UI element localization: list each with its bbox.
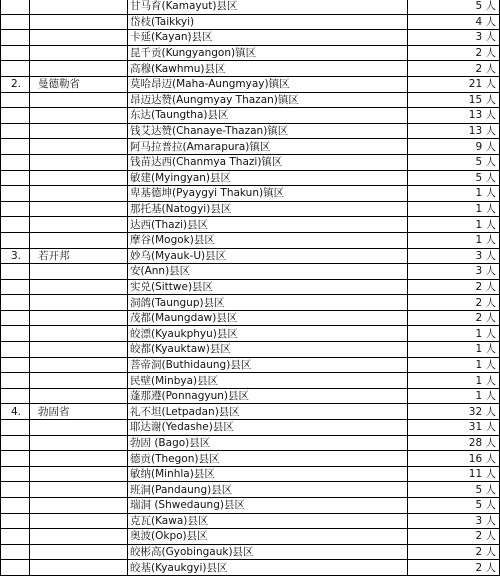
province-cell	[30, 451, 128, 467]
count-cell: 13 人	[408, 108, 500, 124]
count-cell: 11 人	[408, 466, 500, 482]
table-row	[1, 435, 500, 451]
row-number	[1, 498, 30, 514]
count-cell: 3 人	[408, 264, 500, 280]
table-row	[1, 170, 500, 186]
count-cell: 32 人	[408, 404, 500, 420]
district-cell: 礼不坦(Letpadan)县区	[128, 404, 408, 420]
table-body	[1, 0, 500, 575]
table-row	[1, 388, 500, 404]
province-cell	[30, 108, 128, 124]
count-cell: 28 人	[408, 435, 500, 451]
province-cell	[30, 232, 128, 248]
table-row	[1, 373, 500, 389]
district-cell: 甘马育(Kamayut)县区	[128, 0, 408, 14]
count-cell: 1 人	[408, 342, 500, 358]
row-number	[1, 482, 30, 498]
district-cell: 阿马拉普拉(Amarapura)镇区	[128, 139, 408, 155]
province-cell	[30, 0, 128, 14]
province-cell	[30, 435, 128, 451]
count-cell: 1 人	[408, 388, 500, 404]
row-number	[1, 14, 30, 30]
count-cell: 3 人	[408, 513, 500, 529]
row-number	[1, 201, 30, 217]
row-number	[1, 170, 30, 186]
district-cell: 耶达谢(Yedashe)县区	[128, 420, 408, 436]
district-cell: 妙乌(Myauk-U)县区	[128, 248, 408, 264]
row-number	[1, 45, 30, 61]
row-number	[1, 326, 30, 342]
district-cell: 那托基(Natogyi)县区	[128, 201, 408, 217]
province-cell: 曼德勒省	[30, 76, 128, 92]
table-row	[1, 217, 500, 233]
row-number	[1, 264, 30, 280]
district-cell: 勃固 (Bago)县区	[128, 435, 408, 451]
count-cell: 1 人	[408, 357, 500, 373]
table-row	[1, 139, 500, 155]
row-number	[1, 513, 30, 529]
district-cell: 皎都(Kyauktaw)县区	[128, 342, 408, 358]
province-cell	[30, 498, 128, 514]
row-number	[1, 30, 30, 46]
table-row	[1, 201, 500, 217]
row-number	[1, 435, 30, 451]
province-cell	[30, 45, 128, 61]
table-row	[1, 30, 500, 46]
province-cell	[30, 279, 128, 295]
count-cell: 13 人	[408, 123, 500, 139]
row-number: 3.	[1, 248, 30, 264]
province-cell	[30, 373, 128, 389]
row-number	[1, 92, 30, 108]
district-cell: 蓬那遵(Ponnagyun)县区	[128, 388, 408, 404]
count-cell: 16 人	[408, 451, 500, 467]
district-cell: 摩谷(Mogok)县区	[128, 232, 408, 248]
count-cell: 2 人	[408, 560, 500, 576]
count-cell: 5 人	[408, 482, 500, 498]
table-row	[1, 451, 500, 467]
province-cell	[30, 388, 128, 404]
province-cell	[30, 14, 128, 30]
district-cell: 钱艾达赞(Chanaye-Thazan)镇区	[128, 123, 408, 139]
row-number	[1, 357, 30, 373]
province-cell	[30, 139, 128, 155]
count-cell: 5 人	[408, 154, 500, 170]
province-cell	[30, 357, 128, 373]
district-cell: 昆千贡(Kungyangon)镇区	[128, 45, 408, 61]
district-cell: 东达(Taungtha)县区	[128, 108, 408, 124]
province-cell	[30, 295, 128, 311]
province-cell	[30, 544, 128, 560]
row-number	[1, 388, 30, 404]
district-cell: 洞鸽(Taungup)县区	[128, 295, 408, 311]
district-cell: 民壁(Minbya)县区	[128, 373, 408, 389]
row-number: 4.	[1, 404, 30, 420]
district-cell: 克瓦(Kawa)县区	[128, 513, 408, 529]
district-cell: 茂都(Maungdaw)县区	[128, 310, 408, 326]
count-cell: 1 人	[408, 217, 500, 233]
count-cell: 2 人	[408, 310, 500, 326]
table-row	[1, 326, 500, 342]
province-cell	[30, 529, 128, 545]
row-number	[1, 373, 30, 389]
district-cell: 钱苗达西(Chanmya Thazi)镇区	[128, 154, 408, 170]
district-cell: 敏纳(Minhla)县区	[128, 466, 408, 482]
table-row	[1, 232, 500, 248]
row-number	[1, 232, 30, 248]
district-cell: 菩帝洞(Buthidaung)县区	[128, 357, 408, 373]
district-cell: 达西(Thazi)县区	[128, 217, 408, 233]
table-row	[1, 123, 500, 139]
row-number	[1, 342, 30, 358]
province-cell	[30, 186, 128, 202]
count-cell: 2 人	[408, 529, 500, 545]
province-cell	[30, 201, 128, 217]
count-cell: 5 人	[408, 498, 500, 514]
count-cell: 5 人	[408, 0, 500, 14]
table-row	[1, 560, 500, 576]
district-cell: 卡延(Kayan)县区	[128, 30, 408, 46]
table-row	[1, 420, 500, 436]
province-cell	[30, 264, 128, 280]
row-number	[1, 186, 30, 202]
count-cell: 9 人	[408, 139, 500, 155]
district-cell: 岱枝(Taikkyi)	[128, 14, 408, 30]
count-cell: 2 人	[408, 279, 500, 295]
province-cell	[30, 170, 128, 186]
province-cell	[30, 217, 128, 233]
province-cell	[30, 482, 128, 498]
district-cell: 皎漂(Kyaukphyu)县区	[128, 326, 408, 342]
count-cell: 31 人	[408, 420, 500, 436]
district-cell: 皎基(Kyaukgyi)县区	[128, 560, 408, 576]
table-row	[1, 0, 500, 14]
count-cell: 3 人	[408, 248, 500, 264]
province-cell	[30, 154, 128, 170]
district-cell: 班洞(Pandaung)县区	[128, 482, 408, 498]
district-cell: 高穆(Kawhmu)县区	[128, 61, 408, 77]
row-number	[1, 217, 30, 233]
province-cell	[30, 466, 128, 482]
row-number	[1, 123, 30, 139]
district-cell: 莫哈昂迈(Maha-Aungmyay)镇区	[128, 76, 408, 92]
table-row	[1, 279, 500, 295]
table-row	[1, 513, 500, 529]
table-row	[1, 310, 500, 326]
table-row	[1, 186, 500, 202]
row-number	[1, 0, 30, 14]
count-cell: 1 人	[408, 373, 500, 389]
count-cell: 4 人	[408, 14, 500, 30]
table-row	[1, 264, 500, 280]
row-number	[1, 108, 30, 124]
row-number	[1, 139, 30, 155]
count-cell: 2 人	[408, 295, 500, 311]
row-number	[1, 420, 30, 436]
row-number	[1, 154, 30, 170]
count-cell: 21 人	[408, 76, 500, 92]
count-cell: 1 人	[408, 232, 500, 248]
district-cell: 实兑(Sittwe)县区	[128, 279, 408, 295]
row-number	[1, 279, 30, 295]
district-cell: 卑基德坤(Pyaygyi Thakun)镇区	[128, 186, 408, 202]
district-cell: 德贡(Thegon)县区	[128, 451, 408, 467]
count-cell: 2 人	[408, 544, 500, 560]
province-cell	[30, 123, 128, 139]
count-cell: 5 人	[408, 170, 500, 186]
province-cell: 勃固省	[30, 404, 128, 420]
table-row	[1, 498, 500, 514]
row-number	[1, 295, 30, 311]
row-number: 2.	[1, 76, 30, 92]
province-cell	[30, 326, 128, 342]
table-row	[1, 544, 500, 560]
count-cell: 1 人	[408, 326, 500, 342]
table-row	[1, 76, 500, 92]
count-cell: 3 人	[408, 30, 500, 46]
district-cell: 昂迈达赞(Aungmyay Thazan)镇区	[128, 92, 408, 108]
table-row	[1, 295, 500, 311]
row-number	[1, 560, 30, 576]
table-row	[1, 466, 500, 482]
count-cell: 1 人	[408, 201, 500, 217]
count-cell: 1 人	[408, 186, 500, 202]
row-number	[1, 310, 30, 326]
row-number	[1, 61, 30, 77]
count-cell: 2 人	[408, 61, 500, 77]
table-row	[1, 342, 500, 358]
province-cell	[30, 30, 128, 46]
table-row	[1, 108, 500, 124]
province-cell	[30, 310, 128, 326]
table-row	[1, 248, 500, 264]
count-cell: 15 人	[408, 92, 500, 108]
table-row	[1, 14, 500, 30]
province-cell	[30, 92, 128, 108]
district-cell: 安(Ann)县区	[128, 264, 408, 280]
district-cell: 瑞洞 (Shwedaung)县区	[128, 498, 408, 514]
table-row	[1, 92, 500, 108]
province-cell	[30, 61, 128, 77]
table-row	[1, 404, 500, 420]
province-cell	[30, 560, 128, 576]
district-cell: 敏建(Myingyan)县区	[128, 170, 408, 186]
table-row	[1, 529, 500, 545]
row-number	[1, 544, 30, 560]
province-cell: 若开邦	[30, 248, 128, 264]
row-number	[1, 466, 30, 482]
row-number	[1, 451, 30, 467]
province-cell	[30, 342, 128, 358]
table-row	[1, 154, 500, 170]
table-row	[1, 357, 500, 373]
table-row	[1, 45, 500, 61]
province-cell	[30, 513, 128, 529]
row-number	[1, 529, 30, 545]
table-row	[1, 61, 500, 77]
table-row	[1, 482, 500, 498]
district-cell: 奥波(Okpo)县区	[128, 529, 408, 545]
count-cell: 2 人	[408, 45, 500, 61]
province-cell	[30, 420, 128, 436]
district-cell: 皎彬高(Gyobingauk)县区	[128, 544, 408, 560]
